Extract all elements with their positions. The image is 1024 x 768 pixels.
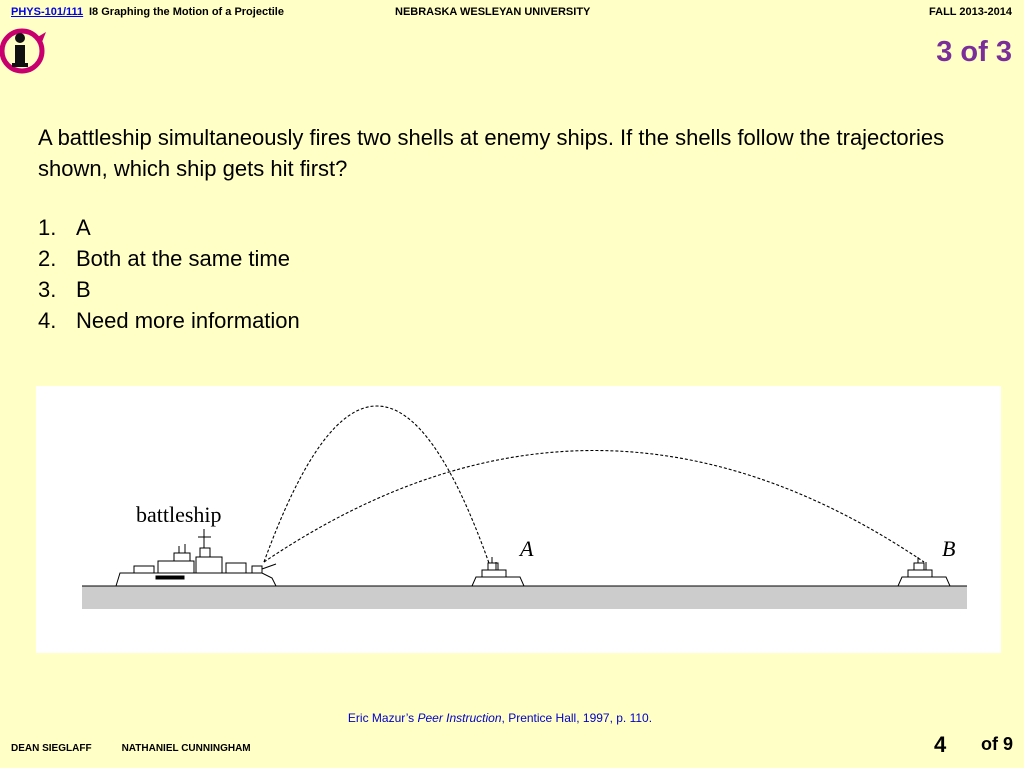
term-label: FALL 2013-2014 [929, 6, 1012, 18]
option-label: B [76, 277, 91, 302]
trajectory-to-a [264, 406, 490, 566]
course-link[interactable]: PHYS-101/111 [11, 6, 84, 18]
page-total: of 9 [980, 734, 1013, 754]
option-4 [38, 305, 300, 336]
option-label: A [76, 215, 91, 240]
citation [0, 711, 1000, 725]
answer-options [38, 212, 300, 336]
ship-a-label: A [520, 536, 534, 561]
option-2 [38, 243, 300, 274]
option-1 [38, 212, 300, 243]
citation-author: Eric Mazur’s [347, 711, 418, 725]
footer-authors [11, 743, 251, 754]
water-surface [82, 586, 967, 609]
citation-book: Peer Instruction [417, 711, 502, 725]
option-number: 2. [38, 246, 57, 271]
option-number: 1. [38, 215, 57, 240]
option-3 [38, 274, 300, 305]
option-label: Both at the same time [76, 246, 290, 271]
author-name: NATHANIEL CUNNINGHAM [121, 743, 251, 754]
trajectory-to-b [264, 451, 924, 563]
option-number: 4. [38, 308, 57, 333]
author-name: DEAN SIEGLAFF [11, 743, 92, 754]
lecture-title: I8 Graphing the Motion of a Projectile [89, 6, 284, 18]
ship-a-icon [472, 557, 524, 586]
university-name: NEBRASKA WESLEYAN UNIVERSITY [395, 6, 591, 18]
question-text: A battleship simultaneously fires two shells at enemy ships. If the shells follow the trajectories shown, which ship gets hit first? [38, 125, 945, 181]
battleship-icon [116, 529, 276, 586]
option-number: 3. [38, 277, 57, 302]
ship-b-label: B [942, 536, 956, 561]
option-label: Need more information [76, 308, 300, 333]
trajectory-figure [36, 386, 1001, 653]
battleship-label: battleship [136, 502, 222, 527]
slide-counter: 3 of 3 [936, 36, 1012, 68]
info-i-logo-icon [0, 26, 48, 74]
page-number: 4 [934, 732, 947, 757]
header-bar [0, 6, 1024, 22]
citation-publisher: , Prentice Hall, 1997, p. 110. [501, 711, 653, 725]
